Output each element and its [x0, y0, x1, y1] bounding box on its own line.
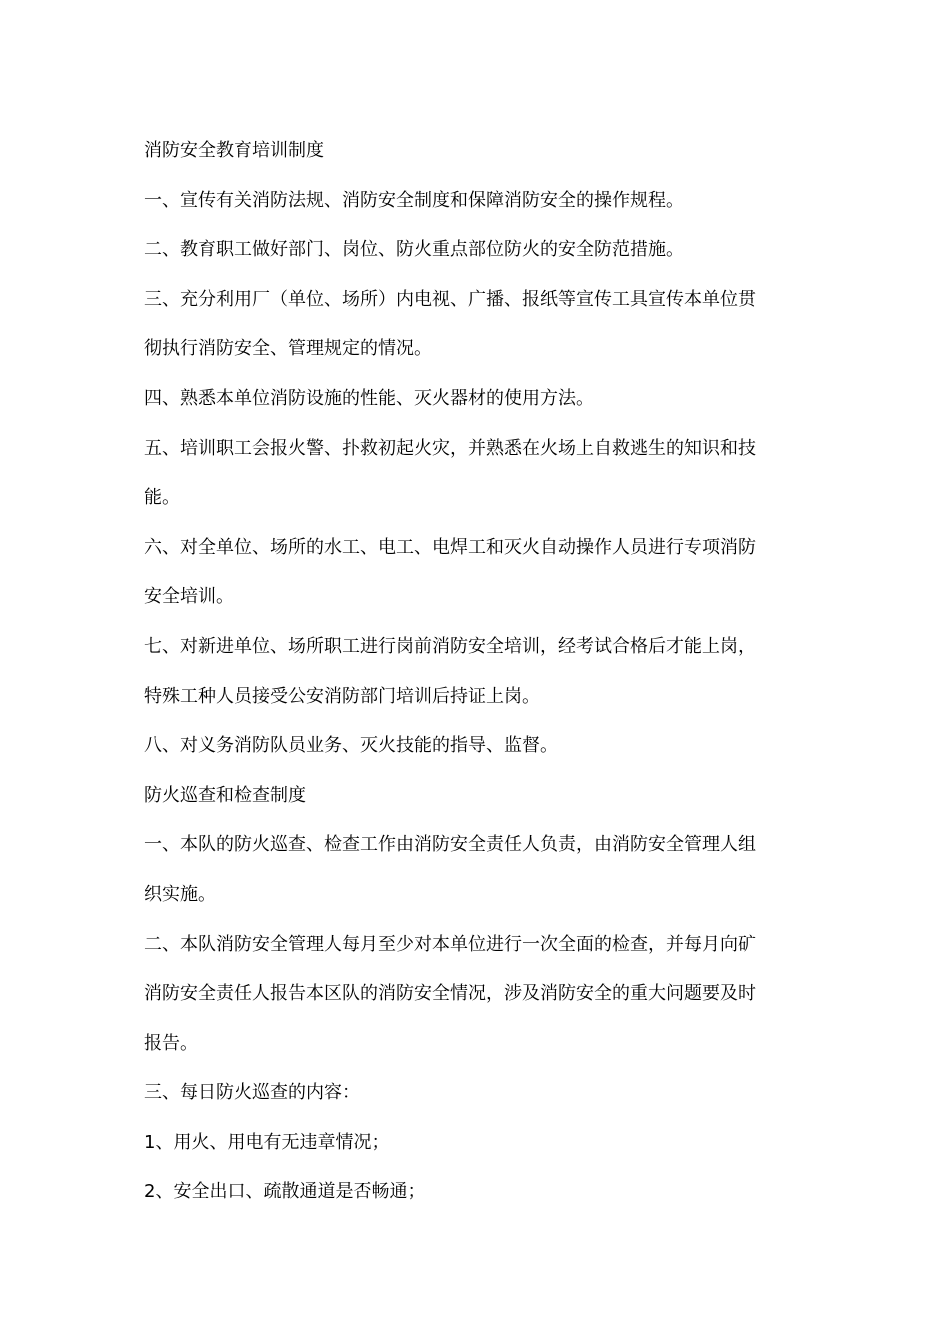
paragraph-line: 能。 [144, 487, 180, 509]
paragraph-line: 四、熟悉本单位消防设施的性能、灭火器材的使用方法。 [144, 387, 594, 409]
list-item: 2、安全出口、疏散通道是否畅通； [144, 1181, 426, 1203]
paragraph-line: 消防安全责任人报告本区队的消防安全情况，涉及消防安全的重大问题要及时 [144, 983, 756, 1005]
paragraph-line: 特殊工种人员接受公安消防部门培训后持证上岗。 [144, 685, 540, 707]
list-item: 1、用火、用电有无违章情况； [144, 1131, 390, 1153]
paragraph-line: 彻执行消防安全、管理规定的情况。 [144, 338, 432, 360]
document-body [144, 126, 814, 1217]
paragraph-line: 五、培训职工会报火警、扑救初起火灾，并熟悉在火场上自救逃生的知识和技 [144, 437, 756, 459]
paragraph-line: 安全培训。 [144, 586, 234, 608]
paragraph-line: 一、宣传有关消防法规、消防安全制度和保障消防安全的操作规程。 [144, 189, 684, 211]
paragraph-line: 报告。 [144, 1032, 198, 1054]
paragraph-line: 二、教育职工做好部门、岗位、防火重点部位防火的安全防范措施。 [144, 239, 684, 261]
paragraph-line: 三、充分利用厂（单位、场所）内电视、广播、报纸等宣传工具宣传本单位贯 [144, 288, 756, 310]
paragraph-line: 八、对义务消防队员业务、灭火技能的指导、监督。 [144, 735, 558, 757]
section-title-inspection: 防火巡查和检查制度 [144, 784, 306, 806]
paragraph-line: 二、本队消防安全管理人每月至少对本单位进行一次全面的检查，并每月向矿 [144, 933, 756, 955]
paragraph-line: 织实施。 [144, 883, 216, 905]
paragraph-line: 七、对新进单位、场所职工进行岗前消防安全培训，经考试合格后才能上岗， [144, 635, 756, 657]
paragraph-line: 三、每日防火巡查的内容： [144, 1082, 360, 1104]
paragraph-line: 一、本队的防火巡查、检查工作由消防安全责任人负责，由消防安全管理人组 [144, 834, 756, 856]
section-title-training: 消防安全教育培训制度 [144, 140, 324, 161]
paragraph-line: 六、对全单位、场所的水工、电工、电焊工和灭火自动操作人员进行专项消防 [144, 536, 756, 558]
